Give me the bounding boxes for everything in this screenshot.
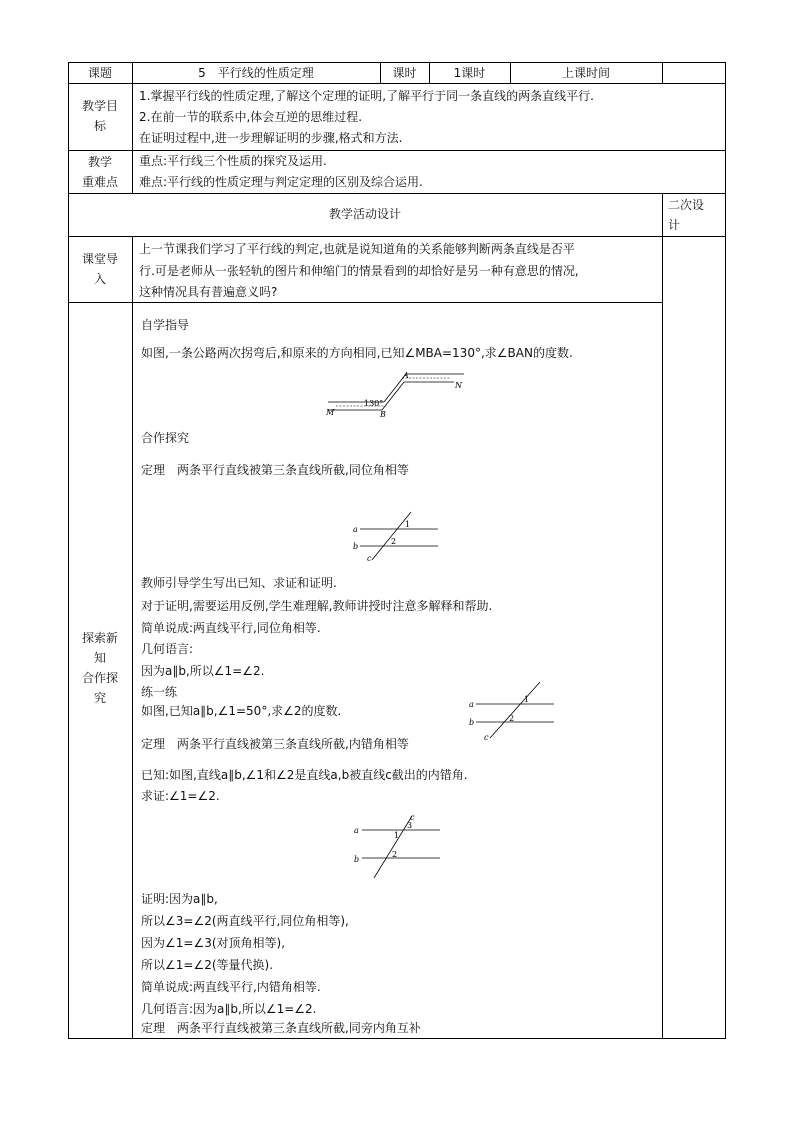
hours-label: 课时 [392, 66, 417, 80]
road-label-a: A [403, 371, 409, 380]
fig2-label-c: c [484, 733, 489, 742]
proof-line-2: 所以∠3=∠2(两直线平行,同位角相等), [141, 914, 349, 928]
fig1-label-c: c [367, 554, 372, 562]
objective-line-2: 2.在前一节的联系中,体会互逆的思维过程. [139, 110, 363, 124]
class-time-label: 上课时间 [561, 66, 610, 80]
self-study-title: 自学指导 [141, 318, 190, 332]
table-col-divider [132, 236, 133, 1039]
table-border-bottom [68, 1038, 726, 1039]
fig2-angle-1: 1 [524, 695, 530, 704]
intro-label [68, 249, 132, 289]
intro-line-3: 这种情况具有普遍意义吗? [139, 285, 278, 299]
theorem-2: 定理 两条平行直线被第三条直线所截,内错角相等 [141, 737, 409, 751]
fig2-label-b: b [469, 718, 475, 727]
intro-line-1: 上一节课我们学习了平行线的判定,也就是说知道角的关系能够判断两条直线是否平 [139, 242, 575, 256]
t1-line-1: 教师引导学生写出已知、求证和证明. [141, 576, 337, 590]
intro-line-2: 行.可是老师从一张轻轨的图片和伸缩门的情景看到的却恰好是另一种有意思的情况, [139, 264, 579, 278]
road-label-n: N [455, 381, 462, 390]
fig1-label-b: b [353, 542, 359, 551]
intro-label-line2: 入 [93, 272, 106, 286]
self-study-text: 如图,一条公路两次拐弯后,和原来的方向相同,已知∠MBA=130°,求∠BAN的度数. [141, 346, 573, 360]
fig3-label-b: b [354, 855, 360, 864]
topic-value: 5 平行线的性质定理 [198, 66, 314, 80]
road-figure [322, 368, 468, 418]
fig2-angle-2: 2 [509, 714, 515, 723]
t2-prove: 求证:∠1=∠2. [141, 789, 220, 803]
objectives-label-line1: 教学目 [81, 99, 118, 113]
coop-title: 合作探究 [141, 431, 190, 445]
fig3-label-a: a [354, 826, 359, 835]
t2-given: 已知:如图,直线a∥b,∠1和∠2是直线a,b被直线c截出的内错角. [141, 768, 468, 782]
keypoint-line-2: 难点:平行线的性质定理与判定定理的区别及综合运用. [139, 175, 423, 189]
proof-line-4: 所以∠1=∠2(等量代换). [141, 958, 274, 972]
fig1-label-a: a [353, 525, 358, 534]
fig3-angle-2: 2 [392, 850, 398, 859]
explore-label-line4: 究 [93, 691, 106, 705]
t1-line-3: 简单说成:两直线平行,同位角相等. [141, 621, 321, 635]
activity-design-title: 教学活动设计 [328, 207, 401, 221]
explore-label [68, 628, 132, 708]
fig3-angle-1: 1 [394, 831, 400, 840]
fig3-label-c: c [410, 813, 415, 822]
proof-line-6: 几何语言:因为a∥b,所以∠1=∠2. [141, 1002, 317, 1016]
topic-label: 课题 [87, 66, 112, 80]
t1-line-5: 因为a∥b,所以∠1=∠2. [141, 664, 265, 678]
explore-label-line2: 知 [93, 651, 106, 665]
keypoint-line-1: 重点:平行线三个性质的探究及运用. [139, 154, 327, 168]
table-row-divider [68, 236, 726, 237]
practice-text: 如图,已知a∥b,∠1=50°,求∠2的度数. [141, 704, 342, 718]
hours-value: 1课时 [453, 66, 486, 80]
road-angle-label: 130° [364, 399, 384, 408]
t1-line-2: 对于证明,需要运用反例,学生难理解,教师讲授时注意多解释和帮助. [141, 599, 493, 613]
t1-line-4: 几何语言: [141, 642, 194, 656]
fig3-angle-3: 3 [407, 821, 413, 830]
proof-line-1: 证明:因为a∥b, [141, 892, 218, 906]
theorem-3: 定理 两条平行直线被第三条直线所截,同旁内角互补 [141, 1021, 421, 1035]
objective-line-3: 在证明过程中,进一步理解证明的步骤,格式和方法. [139, 131, 403, 145]
proof-line-3: 因为∠1=∠3(对顶角相等), [141, 936, 286, 950]
table-col-divider [662, 62, 663, 83]
explore-label-line1: 探索新 [81, 631, 118, 645]
fig1-angle-1: 1 [405, 520, 411, 529]
intro-label-line1: 课堂导 [81, 252, 118, 266]
second-design-line1: 二次设 [668, 198, 705, 212]
road-label-b: B [380, 410, 386, 418]
proof-line-5: 简单说成:两直线平行,内错角相等. [141, 980, 321, 994]
fig1-angle-2: 2 [391, 537, 397, 546]
second-design-label [668, 195, 724, 235]
theorem-1: 定理 两条平行直线被第三条直线所截,同位角相等 [141, 463, 409, 477]
road-label-m: M [326, 408, 335, 417]
fig2-label-a: a [469, 700, 474, 709]
table-border-right [725, 62, 726, 1039]
parallel-lines-figure-3 [350, 812, 444, 880]
practice-title: 练一练 [141, 685, 178, 699]
table-col-divider [662, 193, 663, 1039]
objective-line-1: 1.掌握平行线的性质定理,了解这个定理的证明,了解平行于同一条直线的两条直线平行. [139, 89, 594, 103]
explore-label-line3: 合作探 [81, 671, 118, 685]
objectives-label-line2: 标 [93, 119, 106, 133]
keypoints-label [68, 152, 132, 192]
keypoints-label-line1: 教学 [87, 155, 112, 169]
parallel-lines-figure-1 [348, 510, 440, 562]
keypoints-label-line2: 重难点 [81, 175, 118, 189]
table-row-divider [68, 193, 726, 194]
objectives-label [68, 96, 132, 136]
second-design-line2: 计 [668, 218, 681, 232]
table-row-divider [68, 302, 662, 303]
parallel-lines-figure-2 [464, 680, 558, 742]
table-row-divider [68, 83, 726, 84]
